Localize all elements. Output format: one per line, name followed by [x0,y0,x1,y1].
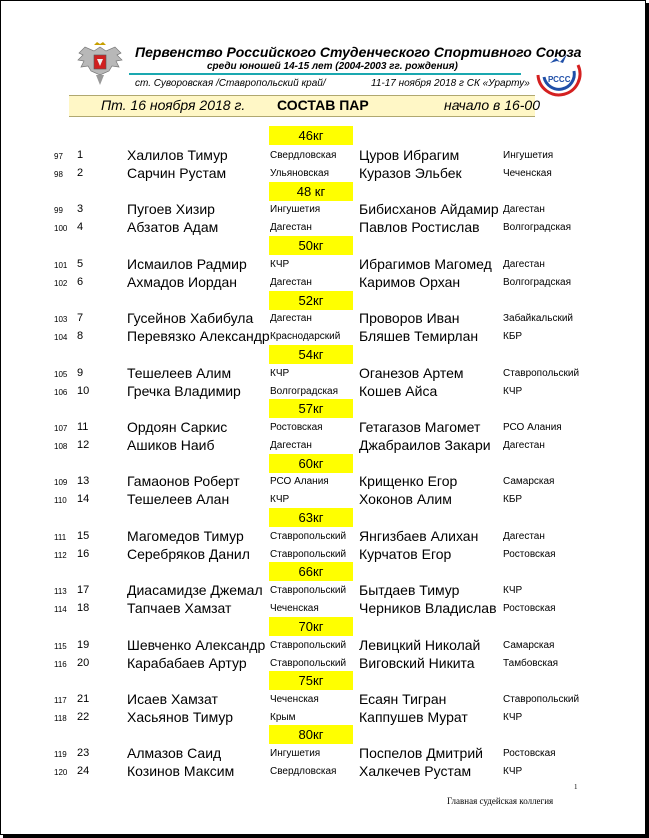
bout-row [1,147,647,165]
bout-number: 19 [77,639,90,651]
athlete-1-region: Краснодарский [270,331,341,342]
bout-number: 7 [77,312,84,324]
bout-id: 119 [54,750,67,759]
athlete-1-name: Ашиков Наиб [127,437,215,453]
page-number: 1 [574,783,578,791]
athlete-1-region: Ингушетия [270,204,321,215]
bout-number: 11 [77,421,89,433]
athlete-2-name: Халкечев Рустам [359,763,472,779]
athlete-2-name: Проворов Иван [359,310,460,326]
athlete-2-region: Тамбовская [503,658,559,669]
bout-id: 115 [54,642,67,651]
bout-id: 105 [54,370,68,379]
athlete-1-region: Крым [270,712,296,723]
weight-class-54: 54кг [269,345,353,364]
bout-row [1,473,647,491]
bout-number: 9 [77,367,84,379]
athlete-2-name: Гетагазов Магомет [359,419,481,435]
athlete-2-region: Ставропольский [503,694,580,705]
bout-number: 8 [77,330,84,342]
athlete-2-region: Забайкальский [503,313,573,324]
header-title: Первенство Российского Студенческого Спортивного Союза [135,44,582,60]
athlete-2-region: Дагестан [503,531,545,542]
athlete-2-region: Дагестан [503,440,545,451]
athlete-2-region: Волгоградская [503,277,572,288]
athlete-1-region: Чеченская [270,694,319,705]
bout-id: 98 [54,170,63,179]
athlete-1-region: Дагестан [270,277,312,288]
bout-row [1,745,647,763]
athlete-1-region: Волгоградская [270,386,339,397]
athlete-2-name: Бляшев Темирлан [359,328,479,344]
athlete-1-name: Халилов Тимур [127,147,228,163]
athlete-2-region: КЧР [503,766,523,777]
athlete-2-region: КБР [503,331,523,342]
athlete-1-name: Гречка Владимир [127,383,241,399]
bout-id: 120 [54,768,68,777]
athlete-1-name: Гамаонов Роберт [127,473,240,489]
weight-class-52: 52кг [269,291,353,310]
bout-row [1,491,647,509]
athlete-2-region: КЧР [503,585,523,596]
athlete-1-name: Шевченко Александр [127,637,266,653]
athlete-1-name: Козинов Максим [127,763,235,779]
weight-class-66: 66кг [269,562,353,581]
athlete-2-region: КБР [503,494,523,505]
bout-row [1,201,647,219]
athlete-1-name: Ордоян Саркис [127,419,228,435]
athlete-1-name: Гусейнов Хабибула [127,310,254,326]
athlete-1-name: Абзатов Адам [127,219,219,235]
athlete-2-name: Куразов Эльбек [359,165,462,181]
athlete-1-name: Исмаилов Радмир [127,256,247,272]
bout-id: 104 [54,333,68,342]
athlete-2-region: РСО Алания [503,422,562,433]
coat-of-arms-icon [75,41,125,87]
bout-row [1,600,647,618]
athlete-2-name: Оганезов Артем [359,365,464,381]
header-subtitle: среди юношей 14-15 лет (2004-2003 гг. рождения) [207,61,458,72]
session-date: Пт. 16 ноября 2018 г. [101,97,246,113]
bout-id: 102 [54,279,68,288]
athlete-1-region: Дагестан [270,222,312,233]
bout-id: 99 [54,206,63,215]
bout-number: 17 [77,584,90,596]
bout-number: 15 [77,530,90,542]
weight-class-80: 80кг [269,725,353,744]
athlete-1-region: Ставропольский [270,531,347,542]
bout-row [1,582,647,600]
bout-row [1,310,647,328]
athlete-1-region: Чеченская [270,603,319,614]
athlete-2-name: Хоконов Алим [359,491,452,507]
athlete-1-name: Хасьянов Тимур [127,709,234,725]
bout-number: 22 [77,711,90,723]
session-start-time: начало в 16-00 [444,97,541,113]
athlete-2-name: Янгизбаев Алихан [359,528,479,544]
bout-id: 106 [54,388,68,397]
bout-number: 21 [77,693,90,705]
athlete-1-name: Пугоев Хизир [127,201,215,217]
athlete-1-name: Диасамидзе Джемал [127,582,263,598]
athlete-1-region: Ульяновская [270,168,329,179]
bout-id: 113 [54,587,67,596]
bout-id: 111 [54,533,67,542]
bout-number: 16 [77,548,90,560]
weight-class-63: 63кг [269,508,353,527]
athlete-1-name: Магомедов Тимур [127,528,244,544]
bout-row [1,365,647,383]
bout-id: 114 [54,605,67,614]
athlete-2-name: Черников Владислав [359,600,497,616]
bout-id: 117 [54,696,67,705]
athlete-1-name: Карабабаев Артур [127,655,247,671]
weight-class-75: 75кг [269,671,353,690]
athlete-2-region: Ростовская [503,603,556,614]
weight-class-70: 70кг [269,617,353,636]
athlete-2-region: Ингушетия [503,150,554,161]
athlete-2-name: Каримов Орхан [359,274,461,290]
bout-id: 116 [54,660,67,669]
bout-row [1,256,647,274]
athlete-1-region: РСО Алания [270,476,329,487]
athlete-2-name: Бытдаев Тимур [359,582,460,598]
bout-number: 24 [77,765,90,777]
athlete-2-name: Поспелов Дмитрий [359,745,483,761]
athlete-1-name: Тапчаев Хамзат [127,600,232,616]
athlete-2-region: Дагестан [503,259,545,270]
athlete-1-name: Тешелеев Алим [127,365,232,381]
athlete-1-region: Ставропольский [270,640,347,651]
rsss-logo-icon [534,49,584,103]
athlete-2-name: Бибисханов Айдамир [359,201,499,217]
bout-id: 100 [54,224,68,233]
bout-number: 20 [77,657,90,669]
athlete-2-name: Каппушев Мурат [359,709,468,725]
athlete-2-region: Самарская [503,640,555,651]
bout-row [1,328,647,346]
athlete-1-name: Тешелеев Алан [127,491,230,507]
athlete-2-region: Ростовская [503,549,556,560]
athlete-2-name: Джабраилов Закари [359,437,491,453]
athlete-2-region: Ростовская [503,748,556,759]
bout-number: 12 [77,439,90,451]
bout-row [1,274,647,292]
bout-number: 23 [77,747,90,759]
athlete-1-region: Дагестан [270,440,312,451]
bout-id: 112 [54,551,67,560]
bout-number: 14 [77,493,90,505]
bout-id: 107 [54,424,68,433]
athlete-2-region: КЧР [503,712,523,723]
bout-id: 103 [54,315,68,324]
bout-number: 18 [77,602,90,614]
athlete-2-name: Левицкий Николай [359,637,481,653]
athlete-2-name: Виговский Никита [359,655,475,671]
athlete-1-region: Ростовская [270,422,323,433]
bout-row [1,763,647,781]
header-dates: 11-17 ноября 2018 г СК «Урарту» [371,78,530,89]
bout-number: 13 [77,475,90,487]
bout-id: 108 [54,442,68,451]
athlete-1-region: Ингушетия [270,748,321,759]
bout-row [1,528,647,546]
weight-class-50: 50кг [269,236,353,255]
athlete-2-name: Ибрагимов Магомед [359,256,492,272]
weight-class-48: 48 кг [269,182,353,201]
athlete-1-region: Свердловская [270,150,337,161]
bout-number: 6 [77,276,84,288]
athlete-1-region: Ставропольский [270,658,347,669]
bout-row [1,437,647,455]
athlete-1-name: Исаев Хамзат [127,691,218,707]
weight-class-46: 46кг [269,126,353,145]
athlete-2-region: Самарская [503,476,555,487]
bout-row [1,419,647,437]
athlete-2-name: Есаян Тигран [359,691,447,707]
logo-letters: РССС [548,75,571,84]
header-divider [129,73,521,75]
athlete-2-region: Ставропольский [503,368,580,379]
athlete-2-region: Дагестан [503,204,545,215]
athlete-2-name: Курчатов Егор [359,546,452,562]
bout-number: 4 [77,221,84,233]
athlete-2-name: Крищенко Егор [359,473,458,489]
bout-id: 109 [54,478,68,487]
bout-number: 10 [77,385,90,397]
bout-number: 1 [77,149,84,161]
bout-number: 3 [77,203,84,215]
bout-id: 110 [54,496,67,505]
athlete-1-name: Перевязко Александр [127,328,270,344]
bout-row [1,691,647,709]
athlete-2-name: Павлов Ростислав [359,219,480,235]
athlete-1-region: Ставропольский [270,549,347,560]
athlete-1-name: Сарчин Рустам [127,165,227,181]
athlete-1-name: Ахмадов Иордан [127,274,238,290]
athlete-1-region: КЧР [270,494,290,505]
athlete-1-region: Свердловская [270,766,337,777]
athlete-1-name: Алмазов Саид [127,745,222,761]
athlete-1-region: Ставропольский [270,585,347,596]
weight-class-60: 60кг [269,454,353,473]
athlete-2-region: Волгоградская [503,222,572,233]
athlete-1-name: Серебряков Данил [127,546,250,562]
bout-row [1,219,647,237]
athlete-2-region: Чеченская [503,168,552,179]
athlete-1-region: Дагестан [270,313,312,324]
athlete-2-name: Кошев Айса [359,383,438,399]
bout-id: 101 [54,261,68,270]
bout-row [1,637,647,655]
session-title: СОСТАВ ПАР [277,97,369,113]
athlete-2-region: КЧР [503,386,523,397]
athlete-2-name: Цуров Ибрагим [359,147,460,163]
bout-id: 97 [54,152,63,161]
bout-number: 5 [77,258,84,270]
weight-class-57: 57кг [269,399,353,418]
header-venue: ст. Суворовская /Ставропольский край/ [135,78,326,89]
bout-id: 118 [54,714,67,723]
athlete-1-region: КЧР [270,368,290,379]
footer-signature: Главная судейская коллегия [447,796,554,806]
athlete-1-region: КЧР [270,259,290,270]
bout-number: 2 [77,167,84,179]
bout-row [1,165,647,183]
